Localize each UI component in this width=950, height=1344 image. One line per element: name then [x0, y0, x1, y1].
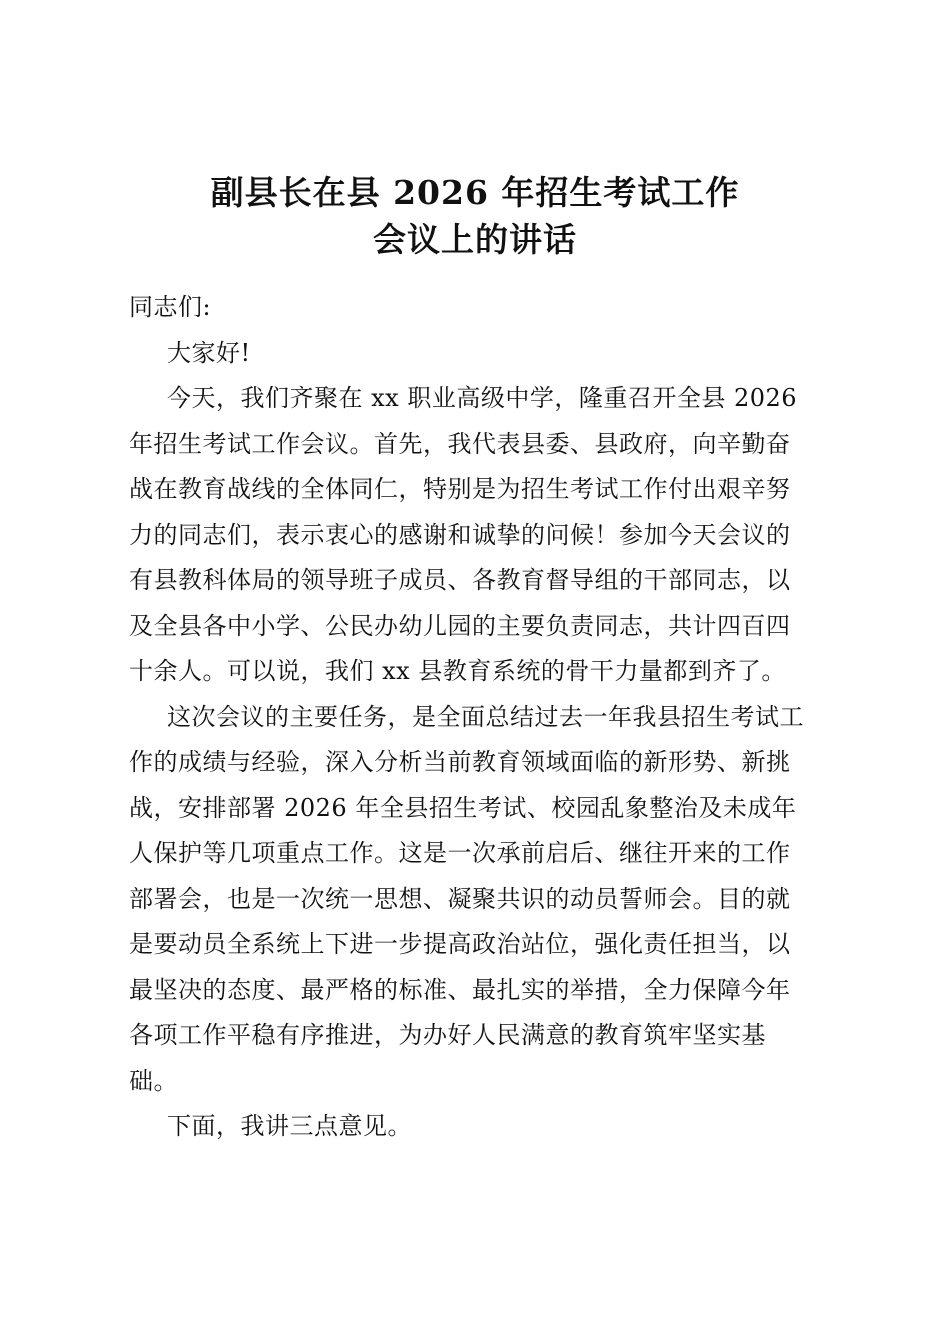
paragraph-2-line: 各项工作平稳有序推进，为办好人民满意的教育筑牢坚实基 — [129, 1021, 766, 1049]
paragraph-1-line: 有县教科体局的领导班子成员、各教育督导组的干部同志，以 — [129, 566, 791, 594]
paragraph-2-line: 础。 — [129, 1067, 178, 1095]
paragraph-2-line: 是要动员全系统上下进一步提高政治站位，强化责任担当，以 — [129, 930, 791, 958]
document-title-line-1: 副县长在县 2026 年招生考试工作 — [210, 173, 740, 212]
paragraph-2-line: 人保护等几项重点工作。这是一次承前启后、继往开来的工作 — [129, 839, 791, 867]
paragraph-2-line: 部署会，也是一次统一思想、凝聚共识的动员誓师会。目的就 — [129, 885, 791, 913]
paragraph-2-line: 战，安排部署 2026 年全县招生考试、校园乱象整治及未成年 — [129, 794, 797, 822]
paragraph-1-line: 年招生考试工作会议。首先，我代表县委、县政府，向辛勤奋 — [129, 430, 791, 458]
paragraph-2-line: 这次会议的主要任务，是全面总结过去一年我县招生考试工 — [167, 703, 804, 731]
salutation: 同志们: — [129, 293, 212, 321]
paragraph-1-line: 战在教育战线的全体同仁，特别是为招生考试工作付出艰辛努 — [129, 475, 791, 503]
paragraph-2-line: 最坚决的态度、最严格的标准、最扎实的举措，全力保障今年 — [129, 976, 791, 1004]
paragraph-3: 下面，我讲三点意见。 — [167, 1112, 412, 1140]
greeting: 大家好! — [167, 339, 251, 367]
paragraph-1-line: 今天，我们齐聚在 xx 职业高级中学，隆重召开全县 2026 — [167, 384, 798, 412]
document-title-line-2: 会议上的讲话 — [373, 220, 577, 259]
paragraph-1-line: 十余人。可以说，我们 xx 县教育系统的骨干力量都到齐了。 — [129, 657, 786, 685]
paragraph-1-line: 力的同志们，表示衷心的感谢和诚挚的问候！参加今天会议的 — [129, 521, 791, 549]
paragraph-2-line: 作的成绩与经验，深入分析当前教育领域面临的新形势、新挑 — [129, 748, 791, 776]
paragraph-1-line: 及全县各中小学、公民办幼儿园的主要负责同志，共计四百四 — [129, 612, 791, 640]
